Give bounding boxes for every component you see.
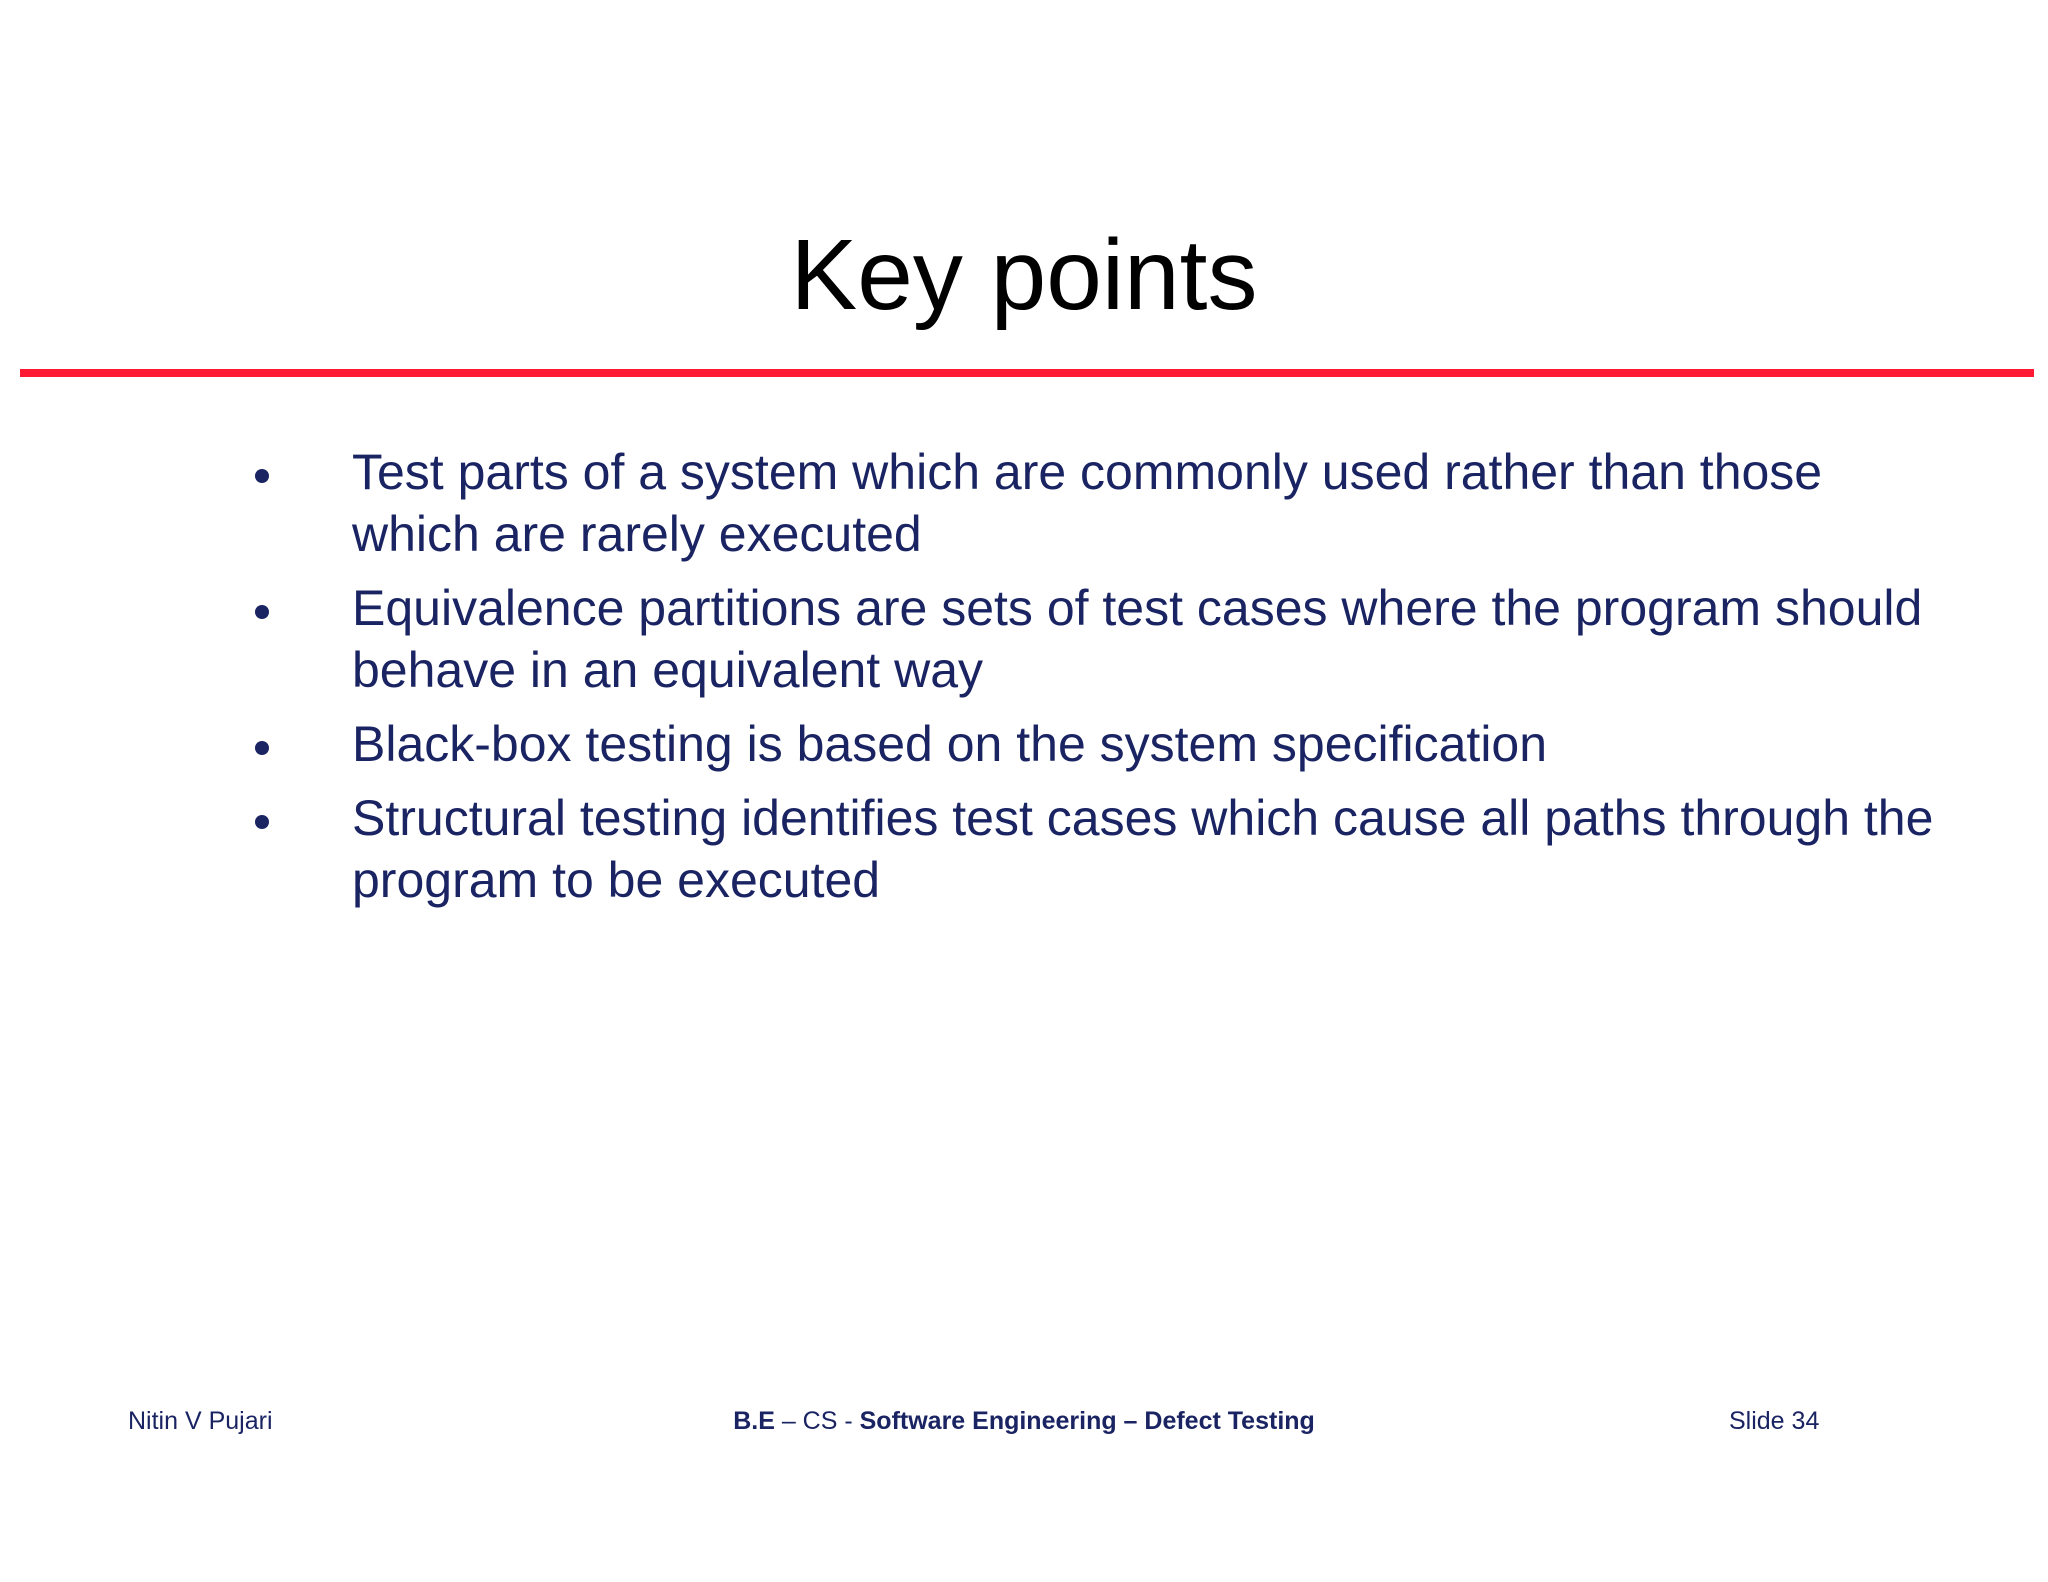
bullet-text: Structural testing identifies test cases which cause all paths through the program to be executed bbox=[352, 790, 1934, 908]
bullet-text: Equivalence partitions are sets of test cases where the program should behave in an equivalent way bbox=[352, 580, 1923, 698]
footer-course-subject: Software Engineering – Defect Testing bbox=[859, 1407, 1315, 1435]
bullet-item bbox=[0, 441, 1952, 565]
bullet-item bbox=[0, 577, 1952, 701]
slide-title: Key points bbox=[790, 219, 1258, 331]
footer-course-degree: B.E bbox=[733, 1407, 775, 1435]
footer-author: Nitin V Pujari bbox=[128, 1407, 273, 1435]
bullet-text: Test parts of a system which are commonly used rather than those which are rarely executed bbox=[352, 444, 1823, 562]
bullet-dot-icon bbox=[255, 469, 269, 483]
bullet-item bbox=[0, 713, 1952, 775]
footer-slide-number: Slide 34 bbox=[1729, 1407, 1820, 1435]
bullet-list bbox=[0, 441, 2048, 923]
title-divider bbox=[20, 369, 2034, 377]
footer-course-separator: – CS - bbox=[774, 1407, 860, 1435]
bullet-dot-icon bbox=[255, 605, 269, 619]
bullet-dot-icon bbox=[255, 741, 269, 755]
bullet-dot-icon bbox=[255, 815, 269, 829]
bullet-item bbox=[0, 787, 1952, 911]
bullet-text: Black-box testing is based on the system specification bbox=[352, 716, 1548, 772]
